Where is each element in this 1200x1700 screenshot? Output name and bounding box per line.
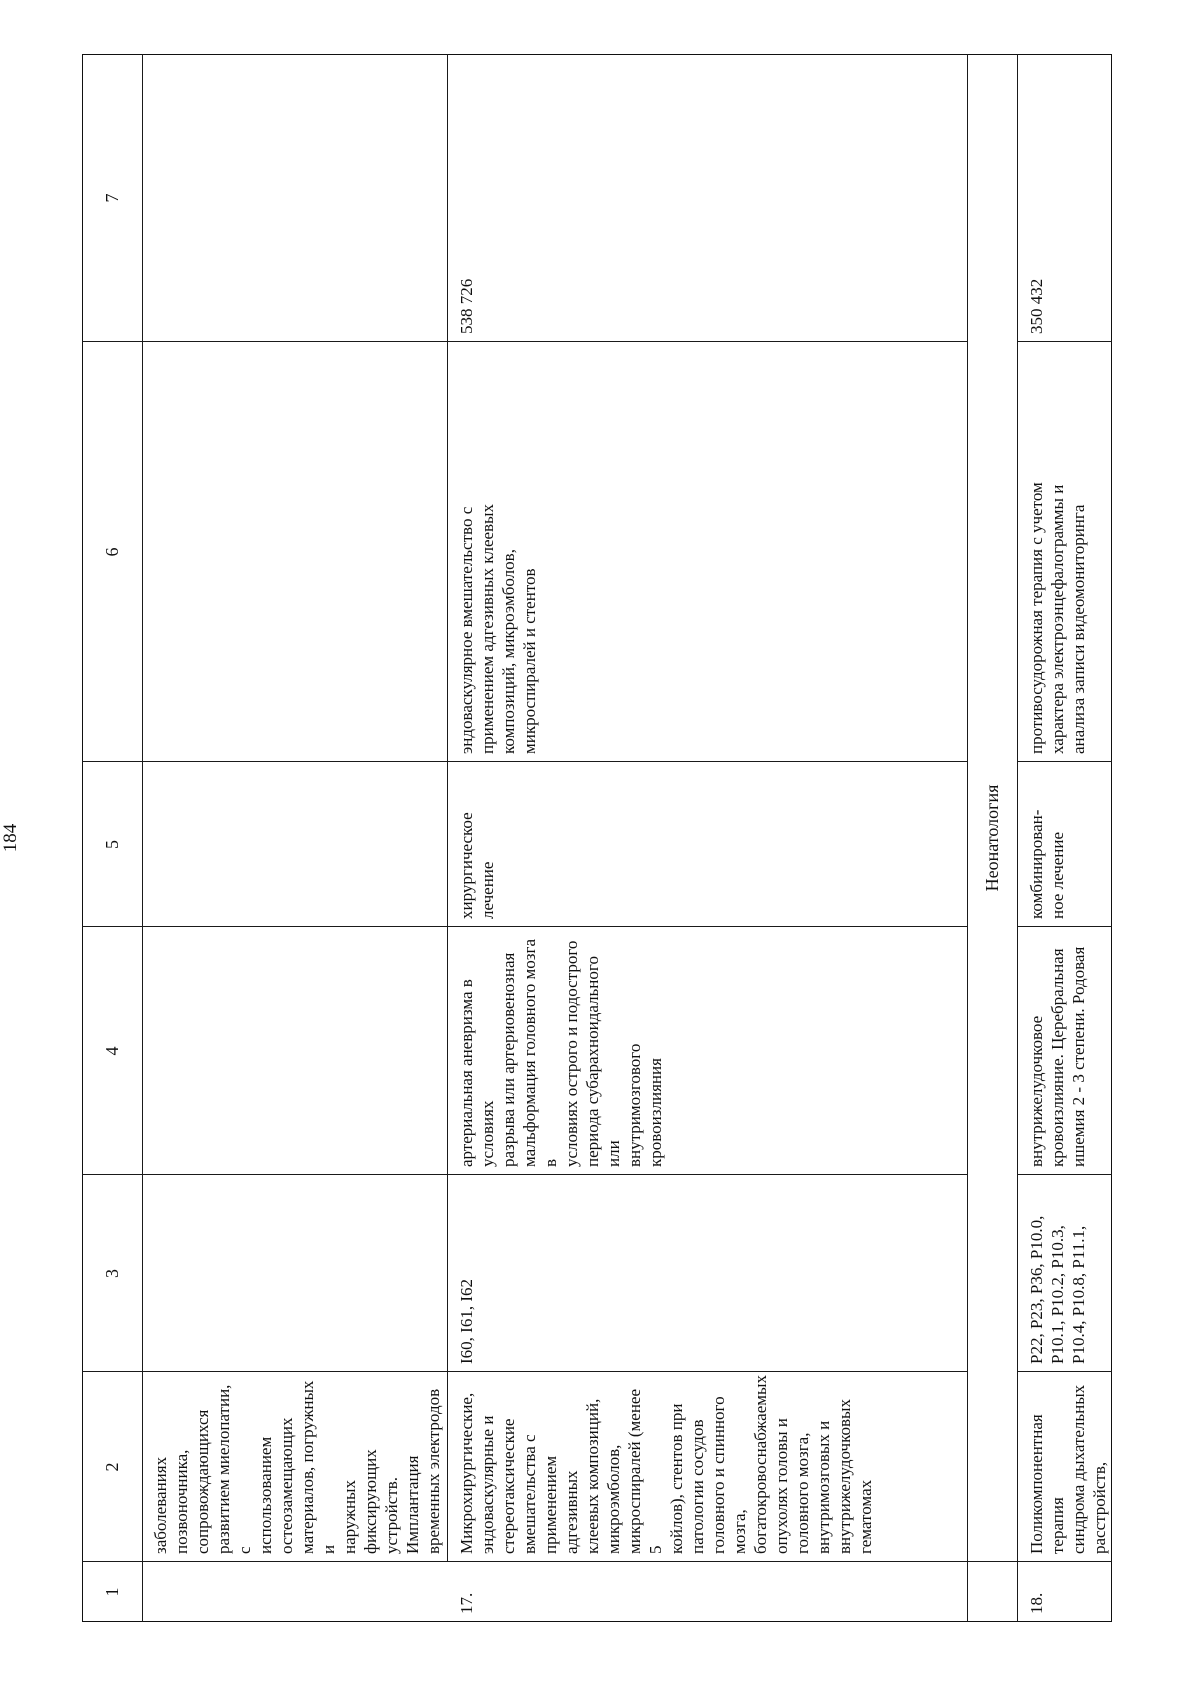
row-18-number: 18. xyxy=(1027,1592,1046,1614)
header-col-5: 5 xyxy=(101,840,122,849)
row-continued-name: заболеваниях позвоночника, сопровождающихся развитием миелопатии, с использованием остеозамещающих материалов, погружных и наружных фиксирующих устройств. Имплантация временных электродов xyxy=(151,1380,443,1554)
row-18-codes: P22, P23, P36, P10.0, P10.1, P10.2, P10.3, P10.4, P10.8, P11.1, xyxy=(1027,1215,1088,1364)
row-17-number: 17. xyxy=(457,1592,476,1614)
page-number: 184 xyxy=(0,823,21,853)
row-17-name: Микрохирургические, эндоваскулярные и стереотаксические вмешательства с применением адгезивных клеевых композиций, микроэмболов, микроспиралей (менее 5 койлов), стентов при патологии сосудов головного и спинного мозга, богатокровоснабжаемых опухолях головы и головного мозга, внутримозговых и внутрижелудочковых гематомах xyxy=(457,1375,875,1554)
row-18-name: Поликомпонентная терапия синдрома дыхательных расстройств, xyxy=(1027,1384,1109,1554)
row-divider xyxy=(1017,54,1018,1622)
row-17-codes: I60, I61, I62 xyxy=(457,1279,476,1364)
rotated-page xyxy=(0,54,1112,1622)
row-18-type: комбинирован- ное лечение xyxy=(1027,809,1067,919)
row-divider xyxy=(447,54,448,1562)
header-col-7: 7 xyxy=(101,193,122,203)
row-17-method: эндоваскулярное вмешательство с применением адгезивных клеевых композиций, микроэмболов, микроспиралей и стентов xyxy=(457,504,539,754)
header-col-3: 3 xyxy=(101,1269,122,1278)
section-title: Неонатология xyxy=(981,784,1002,892)
header-col-1: 1 xyxy=(101,1587,122,1597)
header-col-6: 6 xyxy=(101,547,122,557)
row-17-cost: 538 726 xyxy=(457,278,476,334)
header-col-4: 4 xyxy=(101,1046,122,1056)
row-18-method: противосудорожная терапия с учетом характера электроэнцефалограммы и анализа записи видеомониторинга xyxy=(1027,482,1088,754)
row-18-model: внутрижелудочковое кровоизлияние. Церебральная ишемия 2 - 3 степени. Родовая xyxy=(1027,946,1088,1167)
table xyxy=(82,54,1112,1622)
row-18-cost: 350 432 xyxy=(1027,278,1046,334)
row-17-type: хирургическое лечение xyxy=(457,812,497,919)
header-col-2: 2 xyxy=(101,1462,122,1472)
row-divider xyxy=(142,54,143,1622)
row-17-model: артериальная аневризма в условиях разрыва или артериовенозная мальформация головного мозга в условиях острого и подострого периода субарахноидального или внутримозгового кровоизлияния xyxy=(457,938,665,1167)
